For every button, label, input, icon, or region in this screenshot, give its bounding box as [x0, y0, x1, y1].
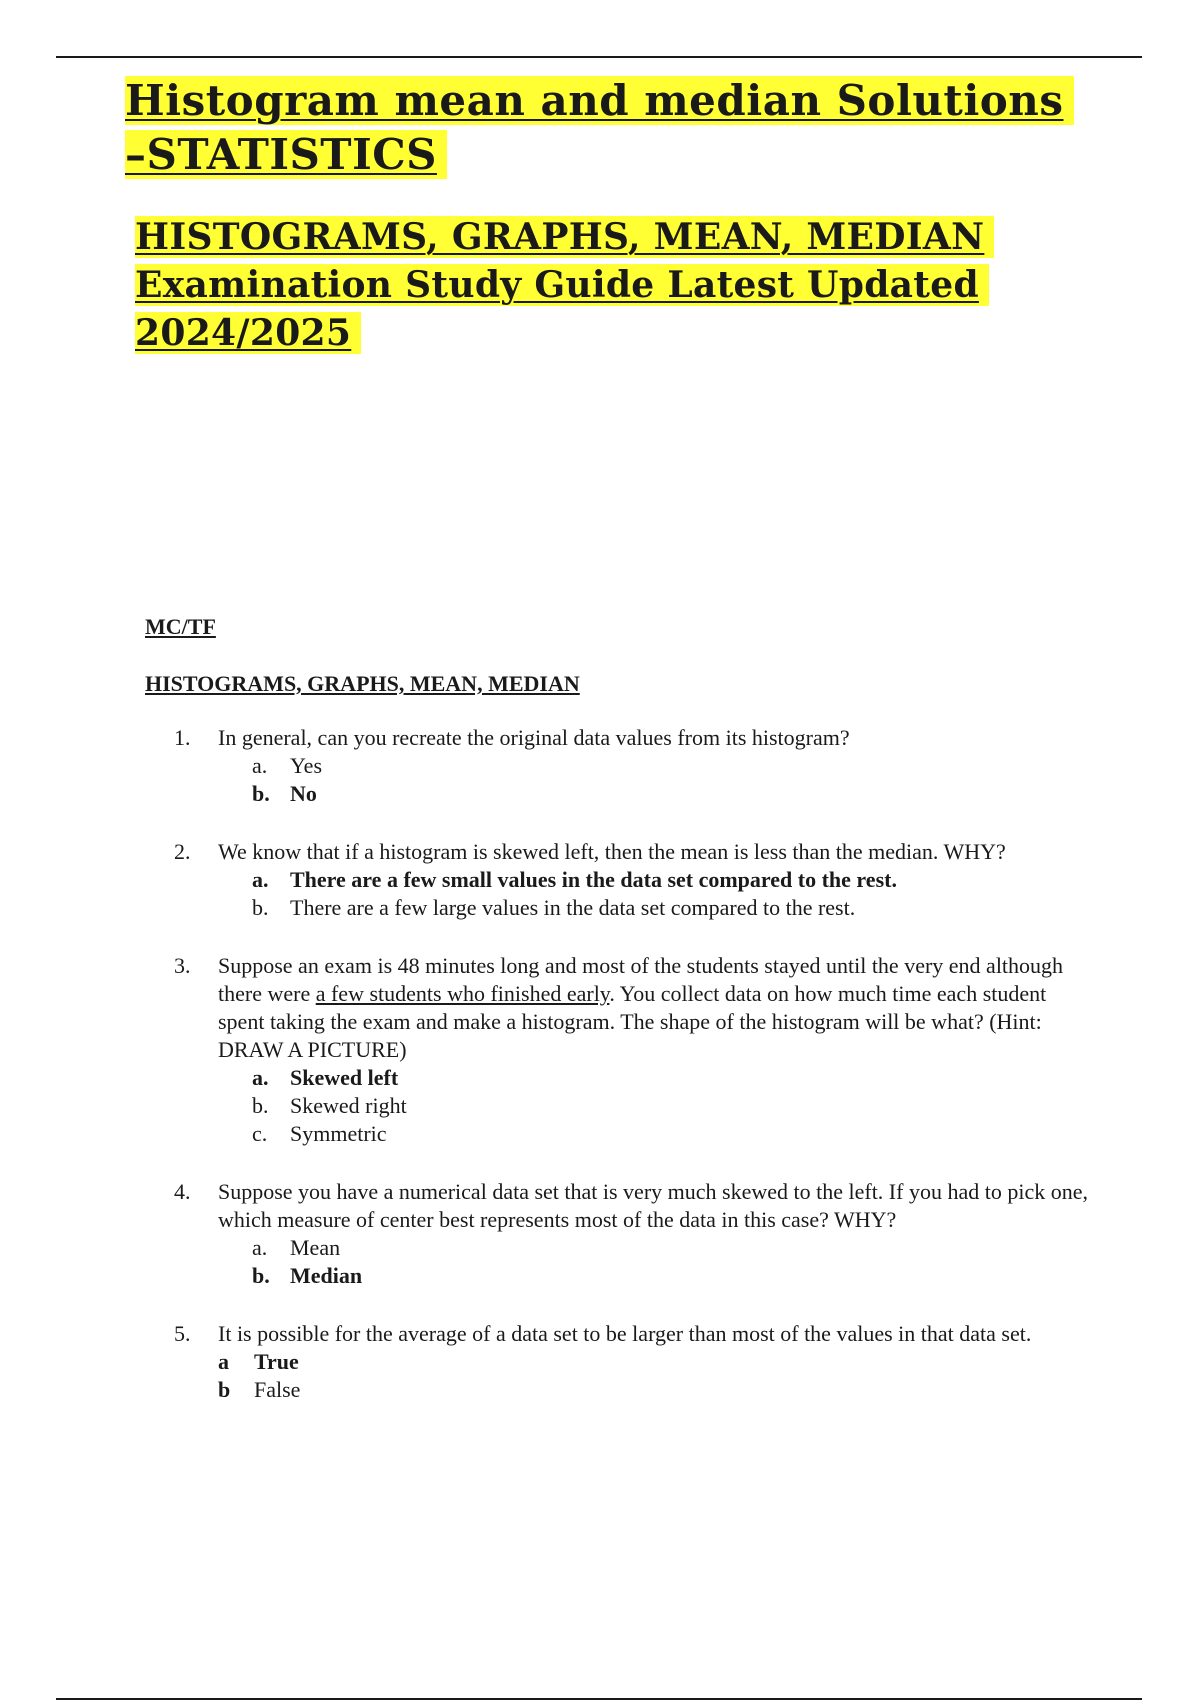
option-letter: c. — [252, 1121, 268, 1146]
option-text: Skewed left — [290, 1065, 399, 1090]
subtitle-line-2: Examination Study Guide Latest Updated — [135, 264, 989, 306]
question-number: 2. — [174, 839, 191, 864]
option-letter: a — [218, 1349, 229, 1374]
option-letter: b. — [252, 1093, 269, 1118]
option-list — [218, 752, 1090, 808]
question-text-underlined: a few students who finished early — [315, 981, 610, 1006]
option-letter: b. — [252, 1263, 270, 1288]
question-text: Suppose you have a numerical data set that is very much skewed to the left. If you had to pick one, which measure of center best represents most of the data in this case? WHY? — [218, 1179, 1088, 1232]
option-text: Median — [290, 1263, 363, 1288]
option-text: False — [254, 1377, 301, 1402]
question-1 — [170, 724, 1090, 808]
option-b-correct — [218, 1262, 1090, 1290]
question-text: It is possible for the average of a data set to be larger than most of the values in that data set. — [218, 1321, 1032, 1346]
option-text: True — [254, 1349, 299, 1374]
title-line-2: –STATISTICS — [125, 130, 447, 179]
question-number: 4. — [174, 1179, 191, 1204]
option-a — [218, 752, 1090, 780]
option-text: Symmetric — [290, 1121, 387, 1146]
question-number: 1. — [174, 725, 191, 750]
option-list — [218, 1064, 1090, 1148]
option-letter: a. — [252, 1065, 269, 1090]
option-b — [218, 1092, 1090, 1120]
option-list — [218, 1234, 1090, 1290]
question-text-before: Suppose an exam is 48 minutes long and most of the students stayed until the very end although there were — [218, 953, 1064, 1006]
subtitle-line-1: HISTOGRAMS, GRAPHS, MEAN, MEDIAN — [135, 216, 994, 258]
document-subtitle — [135, 213, 1095, 357]
question-text: In general, can you recreate the original data values from its histogram? — [218, 725, 850, 750]
option-letter: a. — [252, 867, 269, 892]
option-a-correct — [218, 1348, 1090, 1376]
question-3 — [170, 952, 1090, 1148]
option-text: There are a few small values in the data set compared to the rest. — [290, 867, 897, 892]
section-label-topic: HISTOGRAMS, GRAPHS, MEAN, MEDIAN — [145, 671, 580, 696]
question-list — [170, 724, 1090, 1434]
option-text: No — [290, 781, 317, 806]
question-text-after: . You collect data on how much time each student spent taking the exam and make a histogram. The shape of the histogram will be what? (Hint: DRAW A PICTURE) — [218, 981, 1047, 1062]
title-line-1: Histogram mean and median Solutions — [125, 76, 1074, 125]
question-2 — [170, 838, 1090, 922]
subtitle-line-3: 2024/2025 — [135, 312, 361, 354]
option-a-correct — [218, 1064, 1090, 1092]
option-text: Skewed right — [290, 1093, 407, 1118]
option-letter: a. — [252, 1235, 268, 1260]
option-letter: a. — [252, 753, 268, 778]
question-text: We know that if a histogram is skewed left, then the mean is less than the median. WHY? — [218, 839, 1006, 864]
option-a — [218, 1234, 1090, 1262]
option-a-correct — [218, 866, 1090, 894]
option-text: There are a few large values in the data set compared to the rest. — [290, 895, 856, 920]
option-b — [218, 1376, 1090, 1404]
option-b-correct — [218, 780, 1090, 808]
option-c — [218, 1120, 1090, 1148]
section-label-mctf: MC/TF — [145, 614, 216, 639]
option-letter: b. — [252, 895, 269, 920]
document-title — [125, 74, 1105, 182]
question-number: 5. — [174, 1321, 191, 1346]
option-text: Yes — [290, 753, 323, 778]
question-number: 3. — [174, 953, 191, 978]
option-b — [218, 894, 1090, 922]
option-list — [218, 866, 1090, 922]
question-4 — [170, 1178, 1090, 1290]
option-letter: b — [218, 1377, 231, 1402]
option-text: Mean — [290, 1235, 341, 1260]
question-text — [218, 952, 1090, 1064]
option-letter: b. — [252, 781, 270, 806]
option-list — [218, 1348, 1090, 1404]
question-5 — [170, 1320, 1090, 1404]
top-rule — [56, 56, 1142, 58]
